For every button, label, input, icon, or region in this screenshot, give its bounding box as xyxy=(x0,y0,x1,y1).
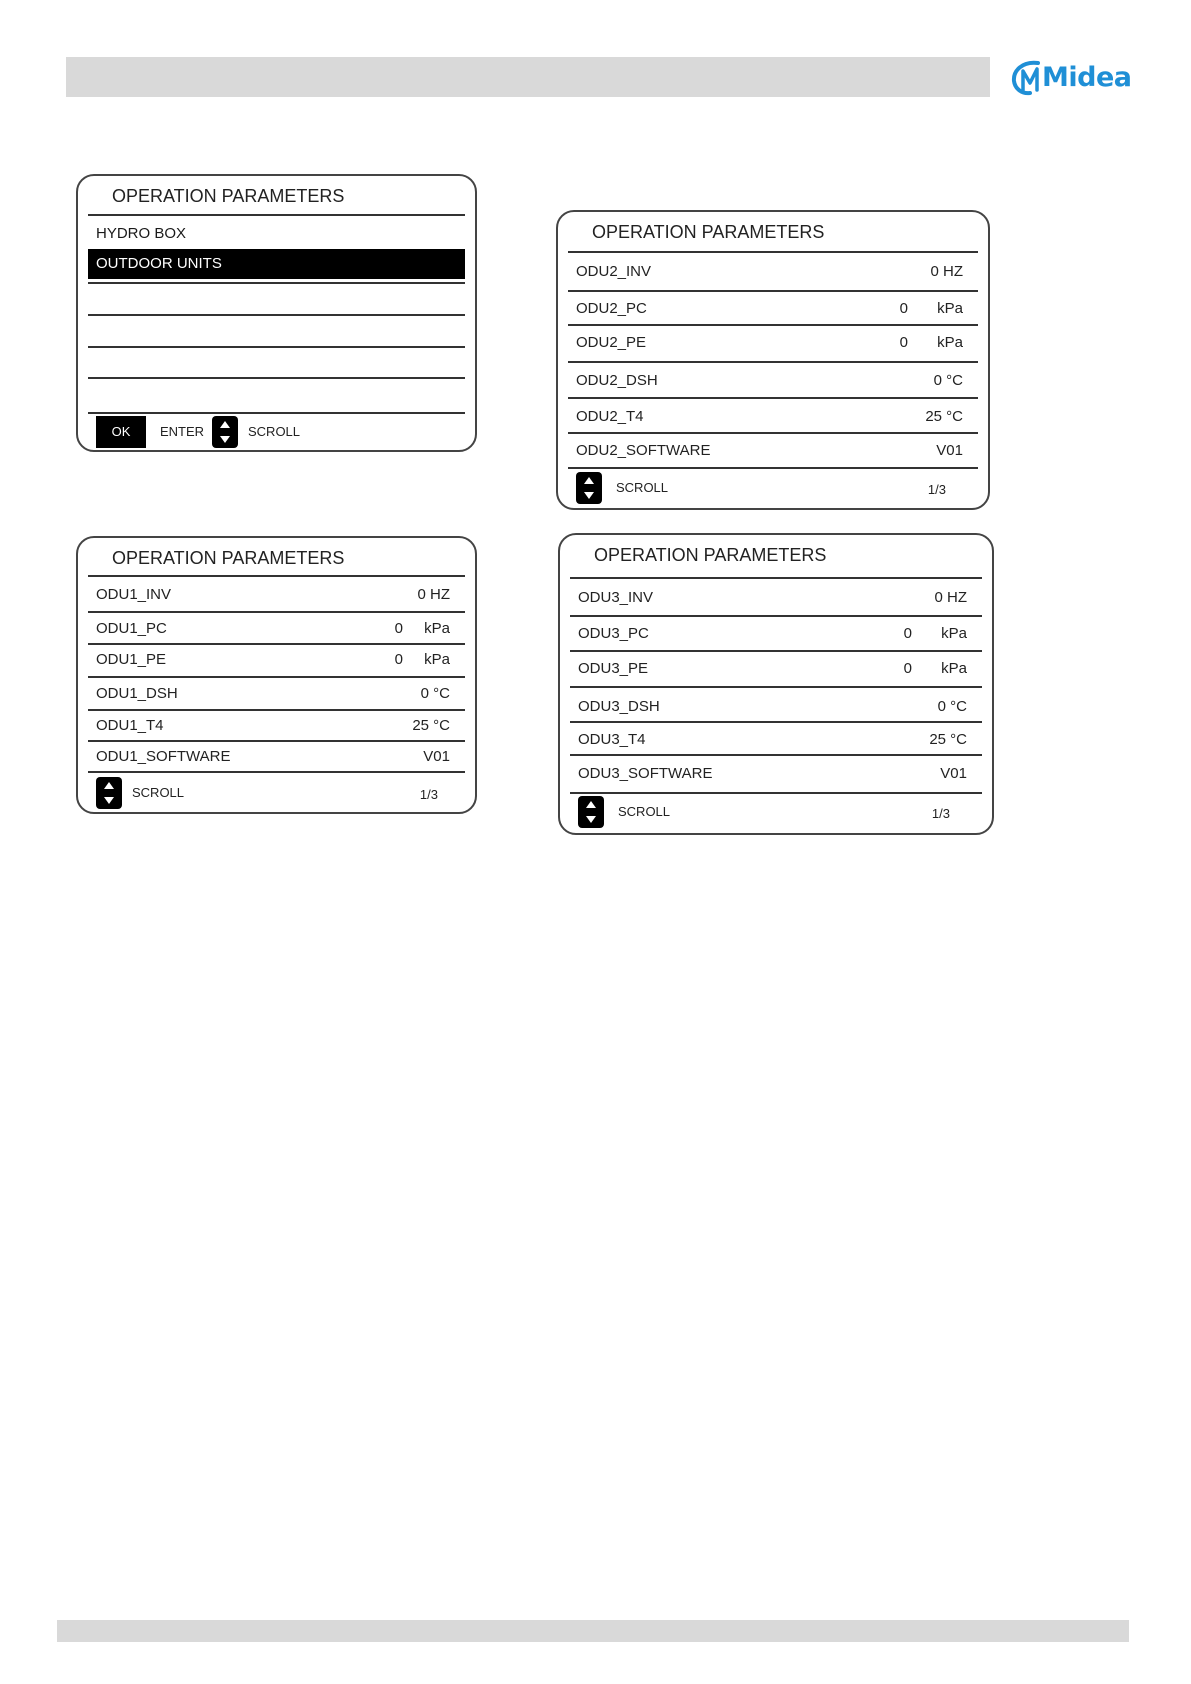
page-indicator: 1/3 xyxy=(927,482,946,497)
param-unit: kPa xyxy=(937,299,963,317)
odu1-screen xyxy=(76,536,477,814)
param-label: ODU2_SOFTWARE xyxy=(576,441,711,459)
screen-footer xyxy=(568,469,978,507)
param-value: 0 °C xyxy=(933,371,963,389)
screen-title: OPERATION PARAMETERS xyxy=(592,222,825,242)
ok-button[interactable]: OK xyxy=(96,416,146,448)
scroll-label: SCROLL xyxy=(616,480,669,495)
param-row-inv xyxy=(570,579,982,615)
param-label: ODU3_PC xyxy=(578,624,649,642)
param-row-software xyxy=(88,741,465,771)
page-indicator: 1/3 xyxy=(931,806,950,821)
param-row-t4 xyxy=(568,399,978,433)
param-row-pe xyxy=(570,652,982,684)
divider xyxy=(88,282,465,284)
menu-item-hydro-box[interactable]: HYDRO BOX xyxy=(96,225,187,242)
menu-item-outdoor-units[interactable]: OUTDOOR UNITS xyxy=(88,249,465,279)
screen-title: OPERATION PARAMETERS xyxy=(112,548,345,568)
param-label: ODU2_DSH xyxy=(576,371,658,389)
param-row-pc xyxy=(88,613,465,643)
param-value: 0 HZ xyxy=(417,585,450,603)
param-unit: kPa xyxy=(937,333,963,351)
param-unit: kPa xyxy=(941,624,967,642)
param-value: 25 °C xyxy=(925,407,963,425)
param-row-dsh xyxy=(568,363,978,397)
param-label: ODU1_INV xyxy=(96,585,172,603)
param-label: ODU3_PE xyxy=(578,659,649,677)
param-value: 0 °C xyxy=(420,684,450,702)
param-number: 0 xyxy=(903,624,912,642)
param-row-pe xyxy=(88,644,465,674)
param-value: 0 HZ xyxy=(930,262,963,280)
param-row-software xyxy=(570,756,982,790)
param-value: 0 °C xyxy=(937,697,967,715)
param-number: 0 xyxy=(394,619,403,637)
param-number: 0 xyxy=(903,659,912,677)
menu-footer xyxy=(88,414,465,450)
param-unit: kPa xyxy=(424,650,450,668)
menu-screen xyxy=(76,174,477,452)
param-unit: kPa xyxy=(941,659,967,677)
param-label: ODU1_PC xyxy=(96,619,167,637)
scroll-arrows-icon[interactable] xyxy=(212,416,238,448)
odu3-screen xyxy=(558,533,994,835)
param-unit: kPa xyxy=(424,619,450,637)
screen-footer xyxy=(570,794,982,832)
scroll-label: SCROLL xyxy=(132,785,185,800)
screen-title: OPERATION PARAMETERS xyxy=(594,545,827,565)
param-value: 25 °C xyxy=(412,716,450,734)
enter-label: ENTER xyxy=(160,424,205,439)
scroll-label: SCROLL xyxy=(248,424,301,439)
midea-logo xyxy=(1010,54,1131,100)
scroll-arrows-icon[interactable] xyxy=(576,472,602,504)
scroll-arrows-icon[interactable] xyxy=(96,777,122,809)
param-label: ODU2_PE xyxy=(576,333,647,351)
logo-wordmark: Midea xyxy=(1042,61,1132,93)
param-row-t4 xyxy=(570,723,982,755)
divider xyxy=(88,346,465,348)
param-row-pc xyxy=(568,292,978,324)
param-row-inv xyxy=(88,578,465,610)
param-row-t4 xyxy=(88,710,465,740)
param-label: ODU2_PC xyxy=(576,299,647,317)
param-value: 25 °C xyxy=(929,730,967,748)
header-bar xyxy=(66,57,990,97)
midea-swoosh-icon xyxy=(1010,57,1044,97)
odu2-screen xyxy=(556,210,990,510)
param-number: 0 xyxy=(899,333,908,351)
param-label: ODU1_T4 xyxy=(96,716,164,734)
param-row-software xyxy=(568,434,978,466)
divider xyxy=(88,214,465,216)
divider xyxy=(88,314,465,316)
param-label: ODU2_T4 xyxy=(576,407,644,425)
param-label: ODU2_INV xyxy=(576,262,652,280)
param-row-inv xyxy=(568,253,978,289)
param-number: 0 xyxy=(394,650,403,668)
param-row-pc xyxy=(570,617,982,649)
screen-footer xyxy=(88,773,465,811)
param-value: V01 xyxy=(936,441,963,459)
param-label: ODU3_SOFTWARE xyxy=(578,764,713,782)
screen-title: OPERATION PARAMETERS xyxy=(112,186,345,206)
param-label: ODU3_DSH xyxy=(578,697,660,715)
param-value: V01 xyxy=(940,764,967,782)
param-label: ODU3_INV xyxy=(578,588,654,606)
param-row-dsh xyxy=(88,678,465,708)
scroll-label: SCROLL xyxy=(618,804,671,819)
footer-bar xyxy=(57,1620,1129,1642)
divider xyxy=(88,377,465,379)
param-label: ODU1_SOFTWARE xyxy=(96,747,231,765)
param-value: 0 HZ xyxy=(934,588,967,606)
param-value: V01 xyxy=(423,747,450,765)
param-number: 0 xyxy=(899,299,908,317)
divider xyxy=(88,575,465,577)
param-row-dsh xyxy=(570,688,982,724)
param-label: ODU1_PE xyxy=(96,650,167,668)
param-label: ODU1_DSH xyxy=(96,684,178,702)
page-indicator: 1/3 xyxy=(419,787,438,802)
scroll-arrows-icon[interactable] xyxy=(578,796,604,828)
param-row-pe xyxy=(568,326,978,358)
param-label: ODU3_T4 xyxy=(578,730,646,748)
